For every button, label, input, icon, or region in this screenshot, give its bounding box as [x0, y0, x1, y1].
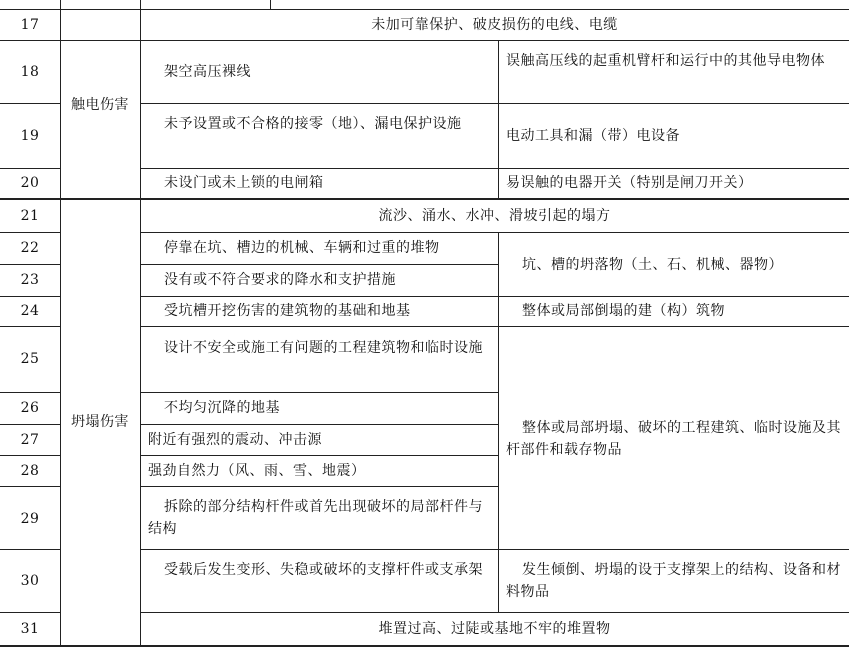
row-divider: [140, 486, 498, 487]
column-divider: [498, 232, 499, 612]
row-divider: [0, 9, 849, 10]
row-number: 31: [20, 621, 40, 637]
row-number: 29: [20, 511, 40, 527]
cause-cell: 设计不安全或施工有问题的工程建筑物和临时设施: [164, 340, 483, 356]
row-number: 30: [20, 573, 40, 589]
object-cell: 电动工具和漏（带）电设备: [506, 128, 680, 144]
category-label: 触电伤害: [71, 97, 129, 113]
column-divider: [498, 40, 499, 198]
cause-cell: 停靠在坑、槽边的机械、车辆和过重的堆物: [164, 240, 440, 256]
row-number: 19: [20, 128, 40, 144]
row-divider: [0, 264, 60, 265]
row-divider: [0, 40, 849, 41]
object-cell: 整体或局部倒塌的建（构）筑物: [522, 303, 725, 319]
row-number: 20: [20, 175, 40, 191]
row-divider: [140, 103, 849, 104]
object-cell: 易误触的电器开关（特别是闸刀开关）: [506, 175, 753, 191]
cause-cell: 没有或不符合要求的降水和支护措施: [164, 272, 396, 288]
cause-cell: 强劲自然力（风、雨、雪、地震）: [148, 463, 366, 479]
cause-cell: 未予设置或不合格的接零（地）、漏电保护设施: [164, 116, 462, 132]
row-divider: [140, 296, 849, 297]
column-divider: [270, 0, 271, 9]
row-divider: [140, 264, 498, 265]
row-divider: [0, 645, 849, 647]
object-cell: 发生倾倒、坍塌的设于支撑架上的结构、设备和材料物品: [506, 562, 841, 600]
row-number: 28: [20, 463, 40, 479]
row-number: 21: [20, 208, 40, 224]
row-number: 24: [20, 303, 40, 319]
cause-cell: 架空高压裸线: [164, 64, 251, 80]
cause-cell: 未设门或未上锁的电闸箱: [164, 175, 324, 191]
object-cell: 整体或局部坍塌、破坏的工程建筑、临时设施及其杆部件和载存物品: [506, 420, 841, 458]
row-number: 22: [20, 240, 40, 256]
row-divider: [0, 232, 60, 233]
row-divider: [140, 232, 849, 233]
category-label: 坍塌伤害: [71, 414, 129, 430]
cause-cell: 不均匀沉降的地基: [164, 400, 280, 416]
object-cell: 坑、槽的坍落物（土、石、机械、器物）: [522, 257, 783, 273]
row-divider: [140, 392, 498, 393]
condition-cell: 未加可靠保护、破皮损伤的电线、电缆: [371, 17, 618, 33]
cause-cell: 拆除的部分结构杆件或首先出现破坏的局部杆件与结构: [148, 499, 483, 537]
row-divider: [140, 168, 849, 169]
condition-cell: 堆置过高、过陡或基地不牢的堆置物: [378, 621, 611, 637]
row-divider: [0, 103, 60, 104]
row-number: 27: [20, 432, 40, 448]
row-divider: [140, 612, 849, 613]
row-number: 26: [20, 400, 40, 416]
row-number: 25: [20, 351, 40, 367]
row-divider: [140, 455, 498, 456]
cause-cell: 受载后发生变形、失稳或破坏的支撑杆件或支承架: [164, 562, 483, 578]
row-divider: [0, 455, 60, 456]
row-divider: [0, 168, 60, 169]
row-divider: [140, 326, 849, 327]
row-number: 18: [20, 64, 40, 80]
row-number: 23: [20, 272, 40, 288]
cause-cell: 受坑槽开挖伤害的建筑物的基础和地基: [164, 303, 411, 319]
row-divider: [0, 198, 849, 200]
cause-cell: 附近有强烈的震动、冲击源: [148, 432, 322, 448]
row-divider: [0, 486, 60, 487]
row-divider: [0, 612, 60, 613]
row-divider: [140, 549, 849, 550]
condition-cell: 流沙、涌水、水冲、滑坡引起的塌方: [378, 208, 611, 224]
row-divider: [0, 296, 60, 297]
object-cell: 误触高压线的起重机臂杆和运行中的其他导电物体: [506, 53, 825, 69]
column-divider: [140, 0, 141, 647]
row-number: 17: [20, 17, 40, 33]
row-divider: [0, 424, 60, 425]
row-divider: [140, 424, 498, 425]
row-divider: [0, 549, 60, 550]
row-divider: [0, 326, 60, 327]
row-divider: [0, 392, 60, 393]
